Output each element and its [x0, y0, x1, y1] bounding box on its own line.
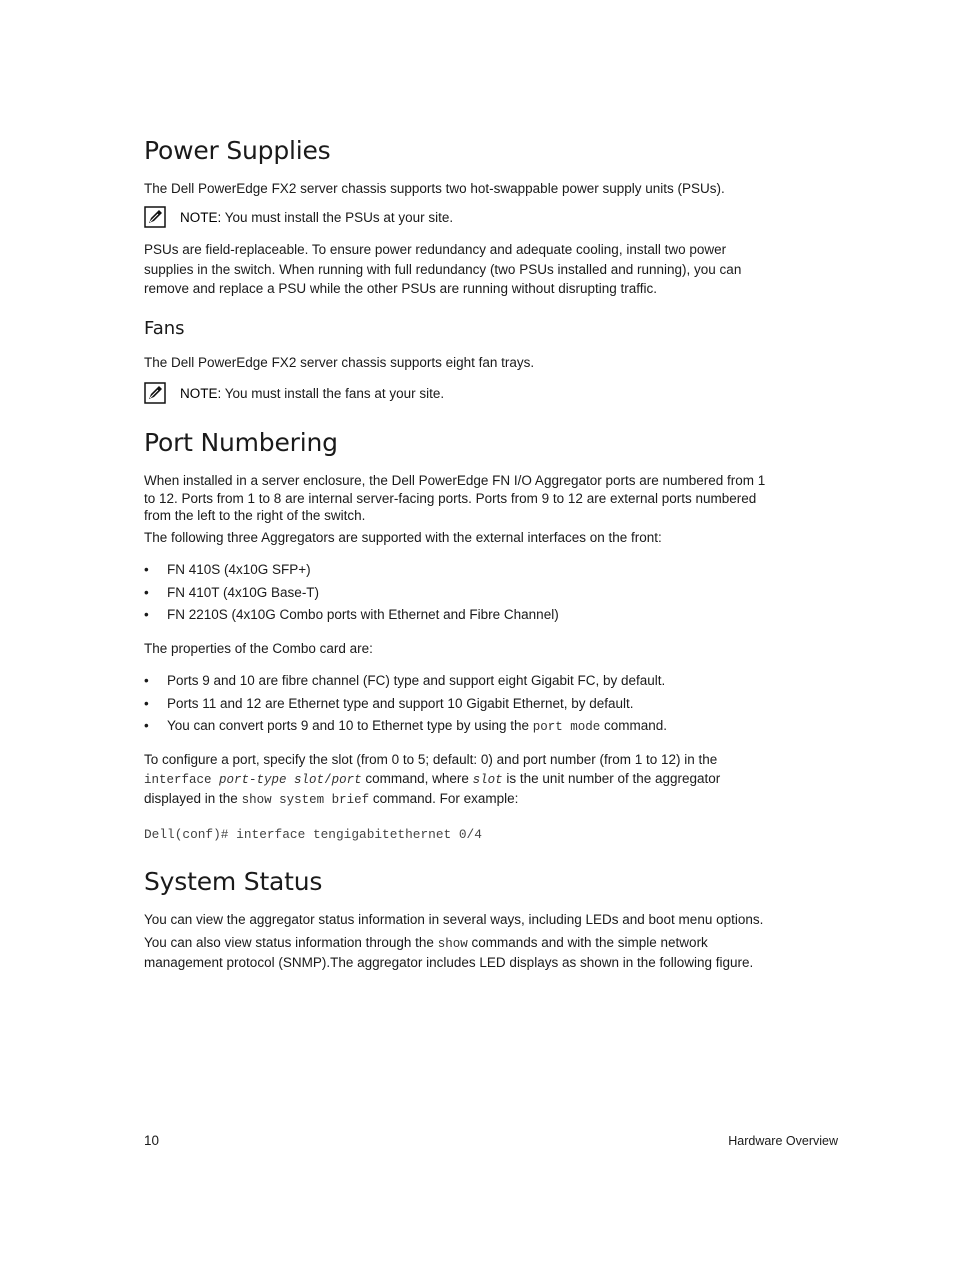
heading-fans: Fans — [144, 318, 185, 339]
ports-intro-line-3: from the left to the right of the switch. — [144, 508, 366, 523]
combo-intro: The properties of the Combo card are: — [144, 641, 373, 656]
status-line-1: You can view the aggregator status information in several ways, including LEDs and boot menu options. — [144, 912, 764, 927]
note-text: You must install the fans at your site. — [221, 386, 445, 401]
config-line-1: To configure a port, specify the slot (from 0 to 5; default: 0) and port number (from 1 to 12) in the — [144, 752, 718, 767]
power-intro: The Dell PowerEdge FX2 server chassis supports two hot-swappable power supply units (PSUs). — [144, 181, 725, 196]
code-port-mode: port mode — [532, 720, 601, 734]
note-fans — [144, 384, 834, 410]
ports-intro-line-2: to 12. Ports from 1 to 8 are internal server-facing ports. Ports from 9 to 12 are external ports numbered — [144, 491, 757, 506]
list-item: • Ports 11 and 12 are Ethernet type and support 10 Gigabit Ethernet, by default. — [144, 695, 634, 711]
combo-properties-list — [144, 671, 834, 739]
note-label: NOTE: — [180, 210, 222, 225]
aggregators-intro: The following three Aggregators are supported with the external interfaces on the front: — [144, 530, 662, 545]
power-body-line-1: PSUs are field-replaceable. To ensure power redundancy and adequate cooling, install two power — [144, 242, 727, 257]
status-line-3: management protocol (SNMP).The aggregator includes LED displays as shown in the following figure. — [144, 955, 754, 970]
config-line-2: interface port-type slot/port command, where slot is the unit number of the aggregator — [144, 771, 721, 787]
fans-intro: The Dell PowerEdge FX2 server chassis supports eight fan trays. — [144, 355, 535, 370]
page-number: 10 — [144, 1133, 160, 1148]
note-label: NOTE: — [180, 386, 222, 401]
footer-chapter: Hardware Overview — [728, 1134, 838, 1148]
power-body-line-2: supplies in the switch. When running with full redundancy (two PSUs installed and running), you can — [144, 262, 742, 277]
ports-intro-line-1: When installed in a server enclosure, the Dell PowerEdge FN I/O Aggregator ports are numbered from 1 — [144, 473, 766, 488]
code-show-system-brief: show system brief — [241, 793, 370, 807]
list-item: • FN 410S (4x10G SFP+) — [144, 562, 311, 577]
pencil-note-icon — [144, 206, 166, 228]
heading-system-status: System Status — [144, 867, 323, 896]
list-item: • FN 2210S (4x10G Combo ports with Ethernet and Fibre Channel) — [144, 607, 559, 622]
aggregator-list — [144, 560, 834, 628]
list-item: • FN 410T (4x10G Base-T) — [144, 584, 320, 600]
note-text: You must install the PSUs at your site. — [221, 210, 454, 225]
pencil-note-icon — [144, 382, 166, 404]
list-item: • Ports 9 and 10 are fibre channel (FC) type and support eight Gigabit FC, by default. — [144, 673, 666, 688]
status-line-2: You can also view status information through the show commands and with the simple network — [144, 935, 708, 951]
example-code: Dell(conf)# interface tengigabitethernet 0/4 — [144, 827, 482, 842]
heading-power-supplies: Power Supplies — [144, 136, 331, 165]
power-body-line-3: remove and replace a PSU while the other PSUs are running without disrupting traffic. — [144, 281, 658, 296]
note-psu — [144, 208, 834, 234]
code-show: show — [437, 937, 468, 951]
heading-port-numbering: Port Numbering — [144, 428, 338, 457]
list-item: • You can convert ports 9 and 10 to Ethernet type by using the port mode command. — [144, 718, 668, 734]
config-line-3: displayed in the show system brief command. For example: — [144, 791, 519, 807]
